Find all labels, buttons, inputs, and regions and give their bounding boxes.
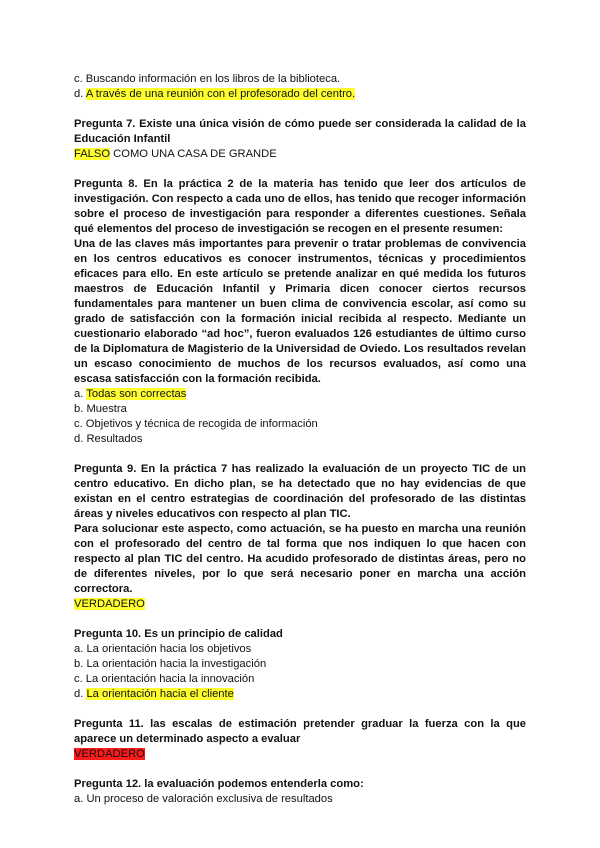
q10-option-d [74,687,526,702]
document-page [74,72,526,807]
highlighted-answer: VERDADERO [74,598,145,610]
q8-option-b: b. Muestra [74,403,127,415]
q10-option-a: a. La orientación hacia los objetivos [74,643,252,655]
option-prefix: a. [74,388,87,400]
q9-answer [74,597,526,612]
q7-question: Pregunta 7. Existe una única visión de cómo puede ser considerada la calidad de la Educación Infantil [74,118,526,145]
highlighted-answer: La orientación hacia el cliente [86,688,234,700]
highlighted-answer: Todas son correctas [86,388,187,400]
q9-question: Pregunta 9. En la práctica 7 has realizado la evaluación de un proyecto TIC de un centro educativo. En dicho plan, se ha detectado que no hay evidencias de que existan en el centro estrategias de coordinación del profesorado de las distintas áreas y niveles educativos con respecto al plan TIC. [74,463,526,520]
q8-option-c: c. Objetivos y técnica de recogida de información [74,418,318,430]
highlighted-answer: VERDADERO [74,748,145,760]
q8-question: Pregunta 8. En la práctica 2 de la materia has tenido que leer dos artículos de investigación. Con respecto a cada uno de ellos, has tenido que recoger información sobre el proceso de investigación para responder a diferentes cuestiones. Señala qué elementos del proceso de investigación se recogen en el presente resumen: [74,178,526,235]
q6-option-c: c. Buscando información en los libros de la biblioteca. [74,73,341,85]
q8-option-a [74,387,526,402]
answer-note: COMO UNA CASA DE GRANDE [110,148,277,160]
highlighted-answer: FALSO [74,148,111,160]
highlighted-answer: A través de una reunión con el profesorado del centro. [85,88,356,100]
q8-summary: Una de las claves más importantes para prevenir o tratar problemas de convivencia en los centros educativos es conocer instrumentos, técnicas y procedimientos eficaces para ello. En este artículo se pretende analizar en qué medida los futuros maestros de Educación Infantil y Primaria dicen conocer ciertos recursos fundamentales para mantener un buen clima de convivencia escolar, así como su grado de satisfacción con la formación inicial recibida al respecto. Mediante un cuestionario elaborado “ad hoc”, fueron evaluados 126 estudiantes de último curso de la Diplomatura de Magisterio de la Universidad de Oviedo. Los resultados revelan un escaso conocimiento de muchos de los recursos evaluados, así como una escasa satisfacción con la formación recibida. [74,238,526,385]
q12-option-a: a. Un proceso de valoración exclusiva de resultados [74,793,333,805]
option-prefix: d. [74,688,87,700]
q10-option-c: c. La orientación hacia la innovación [74,673,255,685]
q11-answer [74,747,526,762]
option-prefix: d. [74,88,86,100]
q8-option-d: d. Resultados [74,433,143,445]
q7-answer [74,147,526,162]
q10-option-b: b. La orientación hacia la investigación [74,658,267,670]
q10-question: Pregunta 10. Es un principio de calidad [74,628,283,640]
q9-context: Para solucionar este aspecto, como actuación, se ha puesto en marcha una reunión con el profesorado del centro de tal forma que nos indiquen lo que hacen con respecto al plan TIC del centro. Ha acudido profesorado de distintas áreas, pero no de diferentes niveles, por lo que será necesario poner en marcha una acción correctora. [74,523,526,595]
q12-question: Pregunta 12. la evaluación podemos entenderla como: [74,778,364,790]
q11-question: Pregunta 11. las escalas de estimación pretender graduar la fuerza con la que aparece un determinado aspecto a evaluar [74,718,526,745]
q6-option-d [74,87,526,102]
